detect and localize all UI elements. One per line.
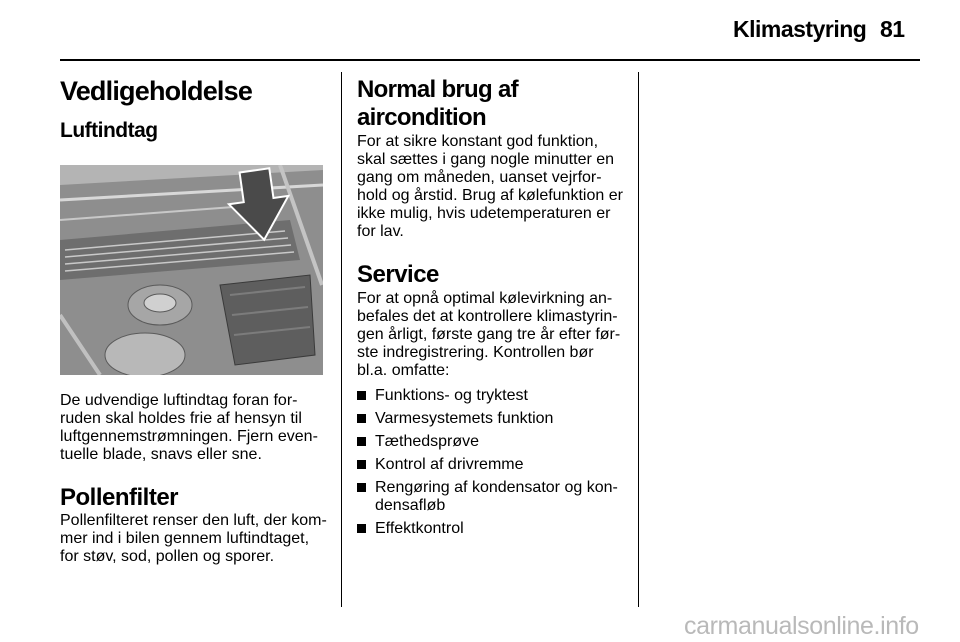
list-item [357,410,629,428]
list-item-text: Kontrol af drivremme [375,456,524,473]
service-checklist [357,387,629,538]
bullet-icon [357,391,366,400]
intake-line-4: tuelle blade, snavs eller sne. [60,446,262,463]
list-item [357,479,629,515]
list-item-text: Effektkontrol [375,520,464,537]
intake-paragraph [60,392,332,464]
column-divider-1 [341,72,342,607]
bullet-icon [357,414,366,423]
air-intake-illustration [60,165,323,375]
normal-line-2: skal sættes i gang nogle minutter en [357,151,615,168]
running-header-title: Klimastyring [733,16,867,42]
subheading-air-intake: Luftindtag [60,119,158,142]
pollen-paragraph [60,512,332,566]
normal-paragraph [357,133,629,241]
bullet-icon [357,437,366,446]
pollen-line-2: mer ind i bilen gennem luftindtaget, [60,530,310,547]
header-rule [60,59,920,61]
column-1 [60,72,332,566]
intake-line-3: luftgennemstrømningen. Fjern even- [60,428,318,445]
normal-line-4: hold og årstid. Brug af kølefunktion er [357,187,623,204]
subheading-service: Service [357,261,439,288]
list-item [357,387,629,405]
service-line-4: ste indregistrering. Kontrollen bør [357,344,594,361]
list-item-text: Rengøring af kondensator og kon- densafløb [375,479,618,514]
bullet-icon [357,483,366,492]
subheading-pollen-filter: Pollenfilter [60,484,179,511]
service-paragraph [357,290,629,380]
column-divider-2 [638,72,639,607]
pollen-line-3: for støv, sod, pollen og sporer. [60,548,275,565]
intake-line-1: De udvendige luftindtag foran for- [60,392,298,409]
service-line-2: befales det at kontrollere klimastyrin- [357,308,618,325]
subheading-normal-ac-use: Normal brug af aircondition [357,76,518,131]
bullet-icon [357,460,366,469]
list-item [357,520,629,538]
section-heading-maintenance: Vedligeholdelse [60,76,253,106]
page-number: 81 [880,16,905,42]
service-line-5: bl.a. omfatte: [357,362,450,379]
normal-line-6: for lav. [357,223,404,240]
service-line-3: gen årligt, første gang tre år efter før- [357,326,621,343]
normal-line-1: For at sikre konstant god funktion, [357,133,599,150]
normal-line-5: ikke mulig, hvis udetemperaturen er [357,205,611,222]
normal-line-3: gang om måneden, uanset vejrfor- [357,169,602,186]
list-item-text: Funktions- og tryktest [375,387,528,404]
column-2 [357,72,629,543]
list-item-text: Varmesystemets funktion [375,410,554,427]
watermark: carmanualsonline.info [684,612,919,640]
service-line-1: For at opnå optimal kølevirkning an- [357,290,613,307]
bullet-icon [357,524,366,533]
intake-line-2: ruden skal holdes frie af hensyn til [60,410,302,427]
air-intake-arrow-illustration [60,165,323,375]
pollen-line-1: Pollenfilteret renser den luft, der kom- [60,512,327,529]
list-item [357,433,629,451]
list-item-text: Tæthedsprøve [375,433,480,450]
list-item [357,456,629,474]
